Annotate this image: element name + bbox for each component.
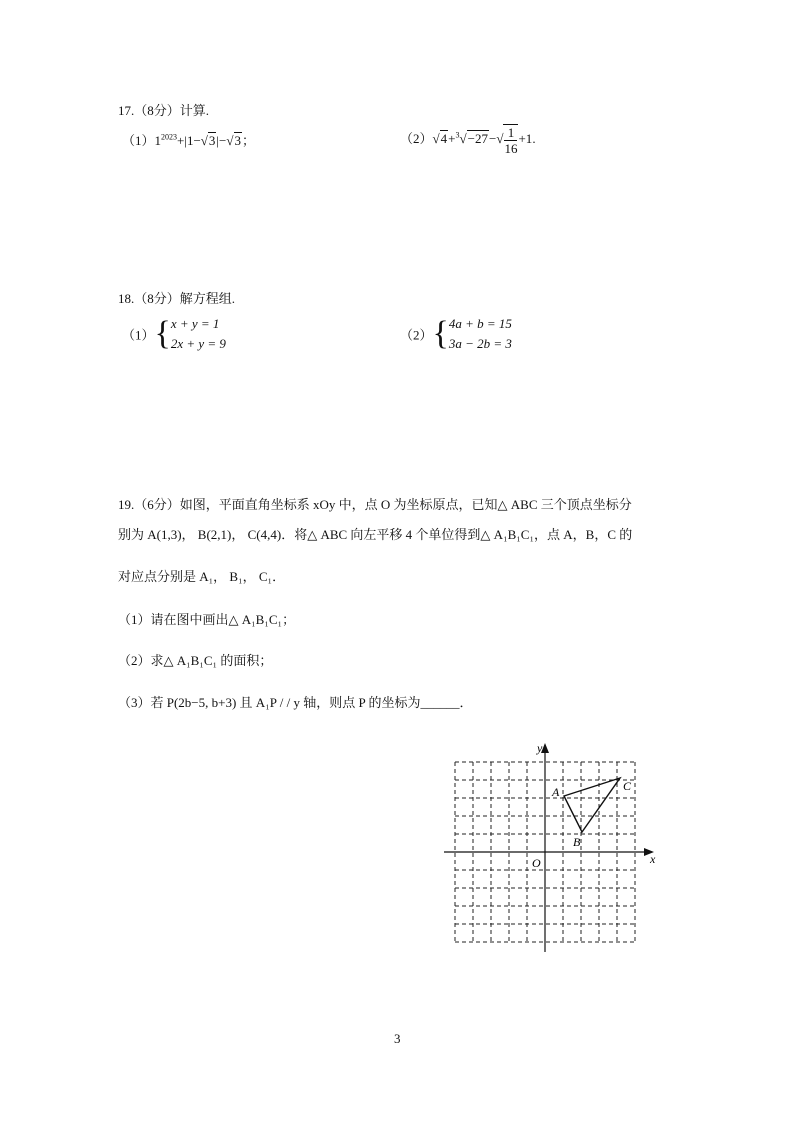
q18-title: 18.（8分）解方程组.	[118, 291, 236, 306]
q18-part1: （1）{ x + y = 1 2x + y = 9	[122, 315, 226, 352]
q17-part2: （2）√4+$^3$√−27−√ $\frac{1}{16}$ +1.	[400, 125, 536, 156]
x-axis	[444, 848, 654, 856]
q17-title: 17.（8分）计算.	[118, 103, 210, 118]
q19-sub1: （1）请在图中画出△ A₁B₁C₁；	[118, 612, 296, 627]
y-axis	[541, 743, 549, 952]
q17-part1: $(1)1^{2023}+|1-√3|-√3$；	[122, 132, 256, 148]
point-c-label: C	[623, 779, 632, 793]
y-axis-label: y	[537, 741, 543, 755]
point-b-label: B	[573, 835, 581, 849]
page-number: 3	[394, 1031, 401, 1046]
coordinate-grid-figure	[440, 738, 668, 958]
fraction: $\frac{1}{16}$	[504, 125, 518, 156]
q19-line1: 19.（6分）如图，平面直角坐标系 xOy 中，点 O 为坐标原点，已知△ ABC 三个顶点坐标分	[118, 497, 632, 512]
q19-sub3: （3）若 P(2b−5, b+3) 且 A₁P / / y 轴，则点 P 的坐标为______．	[118, 695, 473, 710]
q19-line3: 对应点分别是 A₁， B₁， C₁．	[118, 569, 286, 584]
point-a-label: A	[552, 785, 560, 799]
x-axis-label: x	[650, 852, 656, 866]
triangle-abc	[564, 778, 620, 832]
origin-label: O	[532, 856, 541, 870]
q18-part2: （2）{ 4a + b = 15 3a − 2b = 3	[400, 315, 512, 352]
q19-sub2: （2）求△ A₁B₁C₁ 的面积；	[118, 653, 273, 668]
q19-line2: 别为 A(1,3)， B(2,1)， C(4,4)．将△ ABC 向左平移 4 个单位得到△ A₁B₁C₁，点 A，B，C 的	[118, 527, 633, 542]
